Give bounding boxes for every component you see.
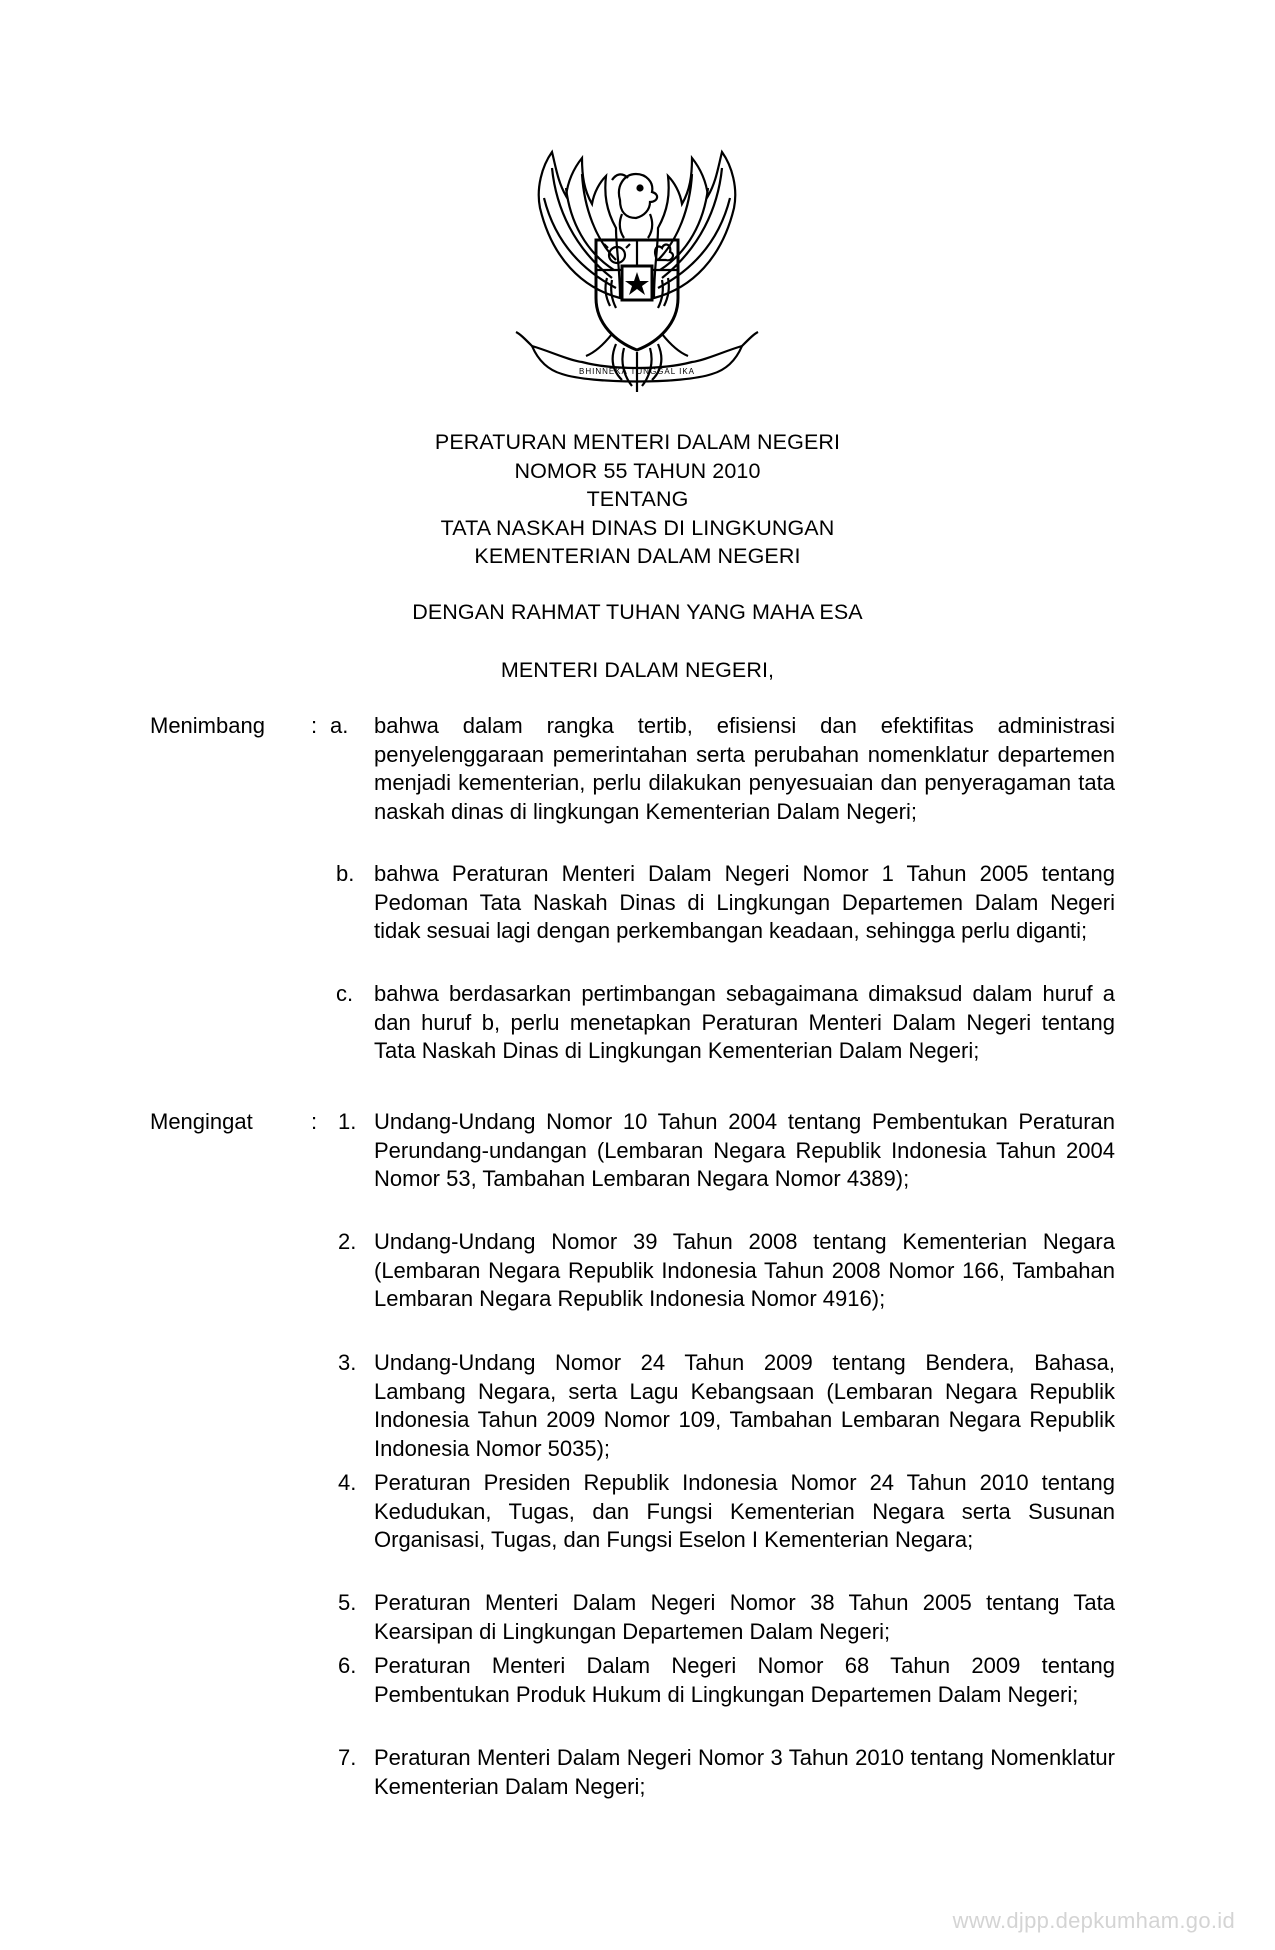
emblem-motto: BHINNEKA TUNGGAL IKA <box>578 367 696 376</box>
regulation-subject-line-2: KEMENTERIAN DALAM NEGERI <box>474 544 801 568</box>
item-marker: 5. <box>338 1590 357 1615</box>
authority <box>0 656 1275 685</box>
regulation-about: TENTANG <box>586 487 689 511</box>
item-text: bahwa berdasarkan pertimbangan sebagaimana dimaksud dalam huruf a dan huruf b, perlu menetapkan Peraturan Menteri Dalam Negeri tentang Tata Naskah Dinas di Lingkungan Kementerian Dalam Negeri; <box>374 981 1115 1064</box>
item-text: Peraturan Menteri Dalam Negeri Nomor 68 Tahun 2009 tentang Pembentukan Produk Hukum di Lingkungan Departemen Dalam Negeri; <box>374 1653 1115 1707</box>
mengingat-item-4 <box>330 1469 1115 1555</box>
item-text: Undang-Undang Nomor 10 Tahun 2004 tentang Pembentukan Peraturan Perundang-undangan (Lembaran Negara Republik Indonesia Tahun 2004 Nomor 53, Tambahan Lembaran Negara Nomor 4389); <box>374 1109 1115 1192</box>
menimbang-colon: : <box>311 713 318 738</box>
menimbang-label: Menimbang <box>150 713 265 738</box>
regulation-heading <box>0 428 1275 571</box>
item-marker: b. <box>336 861 355 886</box>
menimbang-item-b <box>330 860 1115 946</box>
mengingat-item-7 <box>330 1744 1115 1801</box>
item-text: bahwa dalam rangka tertib, efisiensi dan efektifitas administrasi penyelenggaraan pemerintahan serta perubahan nomenklatur departemen menjadi kementerian, perlu dilakukan penyesuaian dan penyeragaman tata naskah dinas di lingkungan Kementerian Dalam Negeri; <box>374 713 1115 824</box>
menimbang-item-c <box>330 980 1115 1066</box>
mengingat-colon: : <box>311 1109 318 1134</box>
garuda-pancasila-emblem-icon <box>512 148 762 403</box>
item-marker: 6. <box>338 1653 357 1678</box>
item-marker: 4. <box>338 1470 357 1495</box>
mengingat-item-1 <box>330 1108 1115 1194</box>
emblem-drawing <box>512 148 762 403</box>
item-text: Peraturan Presiden Republik Indonesia Nomor 24 Tahun 2010 tentang Kedudukan, Tugas, dan Fungsi Kementerian Negara serta Susunan Organisasi, Tugas, dan Fungsi Eselon I Kementerian Negara; <box>374 1470 1115 1553</box>
item-text: Peraturan Menteri Dalam Negeri Nomor 3 Tahun 2010 tentang Nomenklatur Kementerian Dalam Negeri; <box>374 1745 1115 1799</box>
mengingat-item-2 <box>330 1228 1115 1314</box>
item-text: bahwa Peraturan Menteri Dalam Negeri Nomor 1 Tahun 2005 tentang Pedoman Tata Naskah Dinas di Lingkungan Departemen Dalam Negeri tidak sesuai lagi dengan perkembangan keadaan, sehingga perlu diganti; <box>374 861 1115 944</box>
regulation-title: PERATURAN MENTERI DALAM NEGERI <box>434 430 841 454</box>
item-marker: c. <box>336 981 354 1006</box>
watermark-url: www.djpp.depkumham.go.id <box>952 1908 1235 1933</box>
item-marker: 7. <box>338 1745 357 1770</box>
invocation-text: DENGAN RAHMAT TUHAN YANG MAHA ESA <box>412 600 863 624</box>
mengingat-item-3 <box>330 1349 1115 1463</box>
mengingat-label: Mengingat <box>150 1109 253 1134</box>
item-text: Undang-Undang Nomor 39 Tahun 2008 tentang Kementerian Negara (Lembaran Negara Republik Indonesia Tahun 2008 Nomor 166, Tambahan Lembaran Negara Republik Indonesia Nomor 4916); <box>374 1229 1115 1312</box>
mengingat-item-5 <box>330 1589 1115 1646</box>
item-marker: 1. <box>338 1109 357 1134</box>
item-marker: a. <box>330 713 349 738</box>
regulation-number: NOMOR 55 TAHUN 2010 <box>514 458 761 483</box>
item-marker: 2. <box>338 1229 357 1254</box>
item-text: Peraturan Menteri Dalam Negeri Nomor 38 Tahun 2005 tentang Tata Kearsipan di Lingkungan Departemen Dalam Negeri; <box>374 1590 1115 1644</box>
item-marker: 3. <box>338 1350 357 1375</box>
regulation-subject-line-1: TATA NASKAH DINAS DI LINGKUNGAN <box>440 515 835 540</box>
item-text: Undang-Undang Nomor 24 Tahun 2009 tentang Bendera, Bahasa, Lambang Negara, serta Lagu Kebangsaan (Lembaran Negara Republik Indonesia Tahun 2009 Nomor 109, Tambahan Lembaran Negara Republik Indonesia Nomor 5035); <box>374 1350 1115 1461</box>
authority-text: MENTERI DALAM NEGERI, <box>500 658 775 682</box>
menimbang-item-a <box>330 712 1115 826</box>
mengingat-item-6 <box>330 1652 1115 1709</box>
invocation <box>0 598 1275 627</box>
